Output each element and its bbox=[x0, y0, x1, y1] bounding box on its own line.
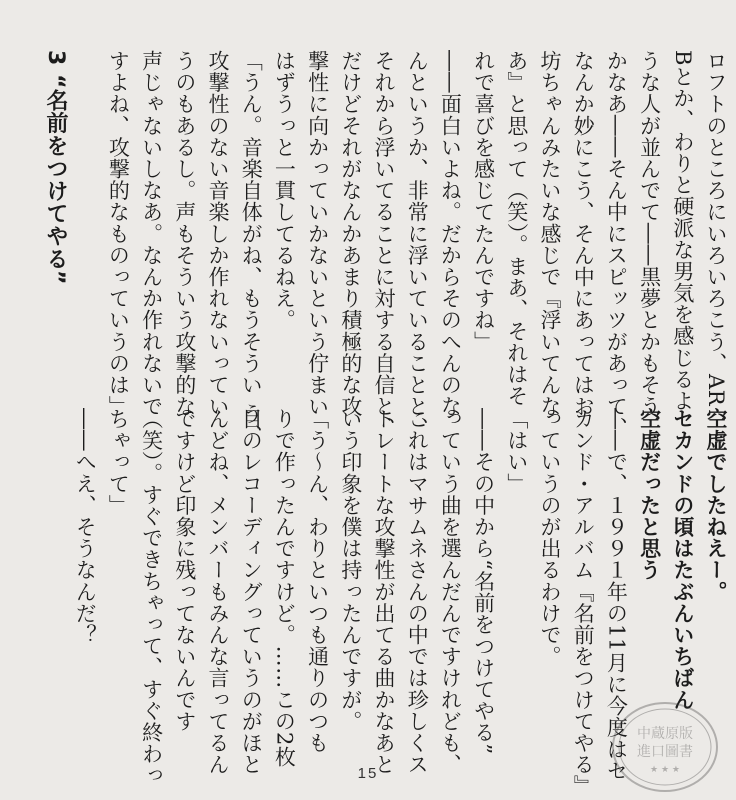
lower-text-column-11: りで作ったんですけど。……この2枚 bbox=[272, 408, 297, 768]
lower-text-column-4: 「はい」 bbox=[504, 408, 529, 495]
lower-text-column-14: ですけど印象に残ってないんです bbox=[172, 408, 197, 732]
upper-text-column-8: れで喜びを感じてたんですね」 bbox=[471, 50, 496, 353]
page-number: 15 bbox=[357, 765, 379, 782]
upper-text-column-16: 攻撃性のない音楽しか作れないってい bbox=[206, 50, 230, 418]
upper-text-column-17: うのもあるし。声もそういう攻撃的な bbox=[172, 50, 197, 418]
lower-text-column-13: んどね、メンバーもみんな言ってるん bbox=[206, 408, 230, 776]
stamp-line-1: 中蔵原版 bbox=[637, 726, 693, 742]
upper-text-column-15: 「うん。音楽自体がね、もうそうい う、 bbox=[239, 50, 264, 447]
upper-text-column-10: んというか、非常に浮いていることと、 bbox=[405, 50, 430, 439]
upper-text-column-2: Bとか、わりと硬派な男気を感じるよ bbox=[670, 50, 695, 412]
lower-bold-column-3: 空虚だったと思う bbox=[637, 408, 662, 581]
section-heading: 3 “名前をつけてやる” bbox=[43, 50, 68, 286]
upper-text-column-13: 撃性に向かっていかないという佇まい bbox=[305, 50, 330, 418]
upper-text-column-11: それから浮いてることに対する自信と、 bbox=[372, 50, 396, 439]
lower-text-column-10: 「う～ん、わりといつも通りのつも bbox=[305, 408, 330, 754]
upper-text-column-1: ロフトのところにいろいろこう、AR bbox=[704, 50, 728, 407]
upper-text-column-6: 坊ちゃんみたいな感じで『浮いてんな bbox=[538, 50, 562, 418]
lower-bold-column-2: セカンドの頃はたぶんいちばん bbox=[670, 408, 695, 711]
lower-text-column-2: カンド・アルバム『名前をつけてやる』 bbox=[571, 408, 596, 797]
lower-text-column-1: ――で、１９９１年の11月に今度はセ bbox=[604, 408, 629, 782]
upper-text-column-19: すよね、攻撃的なものっていうのは」 bbox=[106, 50, 131, 418]
lower-text-column-17: ――へえ、そうなんだ？ bbox=[73, 408, 98, 646]
stamp-line-2: 進口圖書 bbox=[637, 744, 693, 760]
lower-text-column-12: 目のレコーディングっていうのがほと bbox=[239, 408, 264, 776]
lower-text-column-5: ――その中から“名前をつけてやる” bbox=[471, 408, 496, 755]
upper-text-column-4: かなあ――そん中にスピッツがあって、 bbox=[604, 50, 629, 439]
lower-text-column-7: これはマサムネさんの中では珍しくス bbox=[405, 408, 430, 776]
upper-text-column-18: 声じゃないしなあ。なんか作れないで bbox=[139, 50, 164, 418]
stamp-line-3: ★ ★ ★ bbox=[650, 765, 680, 775]
lower-text-column-6: っていう曲を選んだんですけれども、 bbox=[438, 408, 463, 776]
upper-text-column-9: ――面白いよね。だからそのへんのな bbox=[438, 50, 463, 418]
upper-text-column-7: あ』と思って（笑）。まあ、それはそ bbox=[504, 50, 529, 407]
upper-text-column-5: なんか妙にこう、そん中にあってはお bbox=[571, 50, 596, 418]
lower-bold-column-1: 空虚でしたねえー。 bbox=[704, 408, 728, 603]
lower-text-column-9: いう印象を僕は持ったんですが。 bbox=[338, 408, 363, 732]
upper-text-column-14: はずうっと一貫してるねえ。 bbox=[272, 50, 297, 331]
lower-text-column-16: ちゃって」 bbox=[106, 408, 131, 516]
lower-text-column-15: （笑）。すぐできちゃって、すぐ終わっ bbox=[139, 408, 164, 787]
import-stamp-seal bbox=[610, 700, 720, 795]
lower-text-column-3: っていうのが出るわけで。 bbox=[538, 408, 562, 668]
upper-text-column-12: だけどそれがなんかあまり積極的な攻 bbox=[338, 50, 363, 418]
lower-text-column-8: トレートな攻撃性が出てる曲かなあと bbox=[372, 408, 396, 776]
upper-text-column-3: うな人が並んでて――黒夢とかもそう bbox=[637, 50, 662, 418]
